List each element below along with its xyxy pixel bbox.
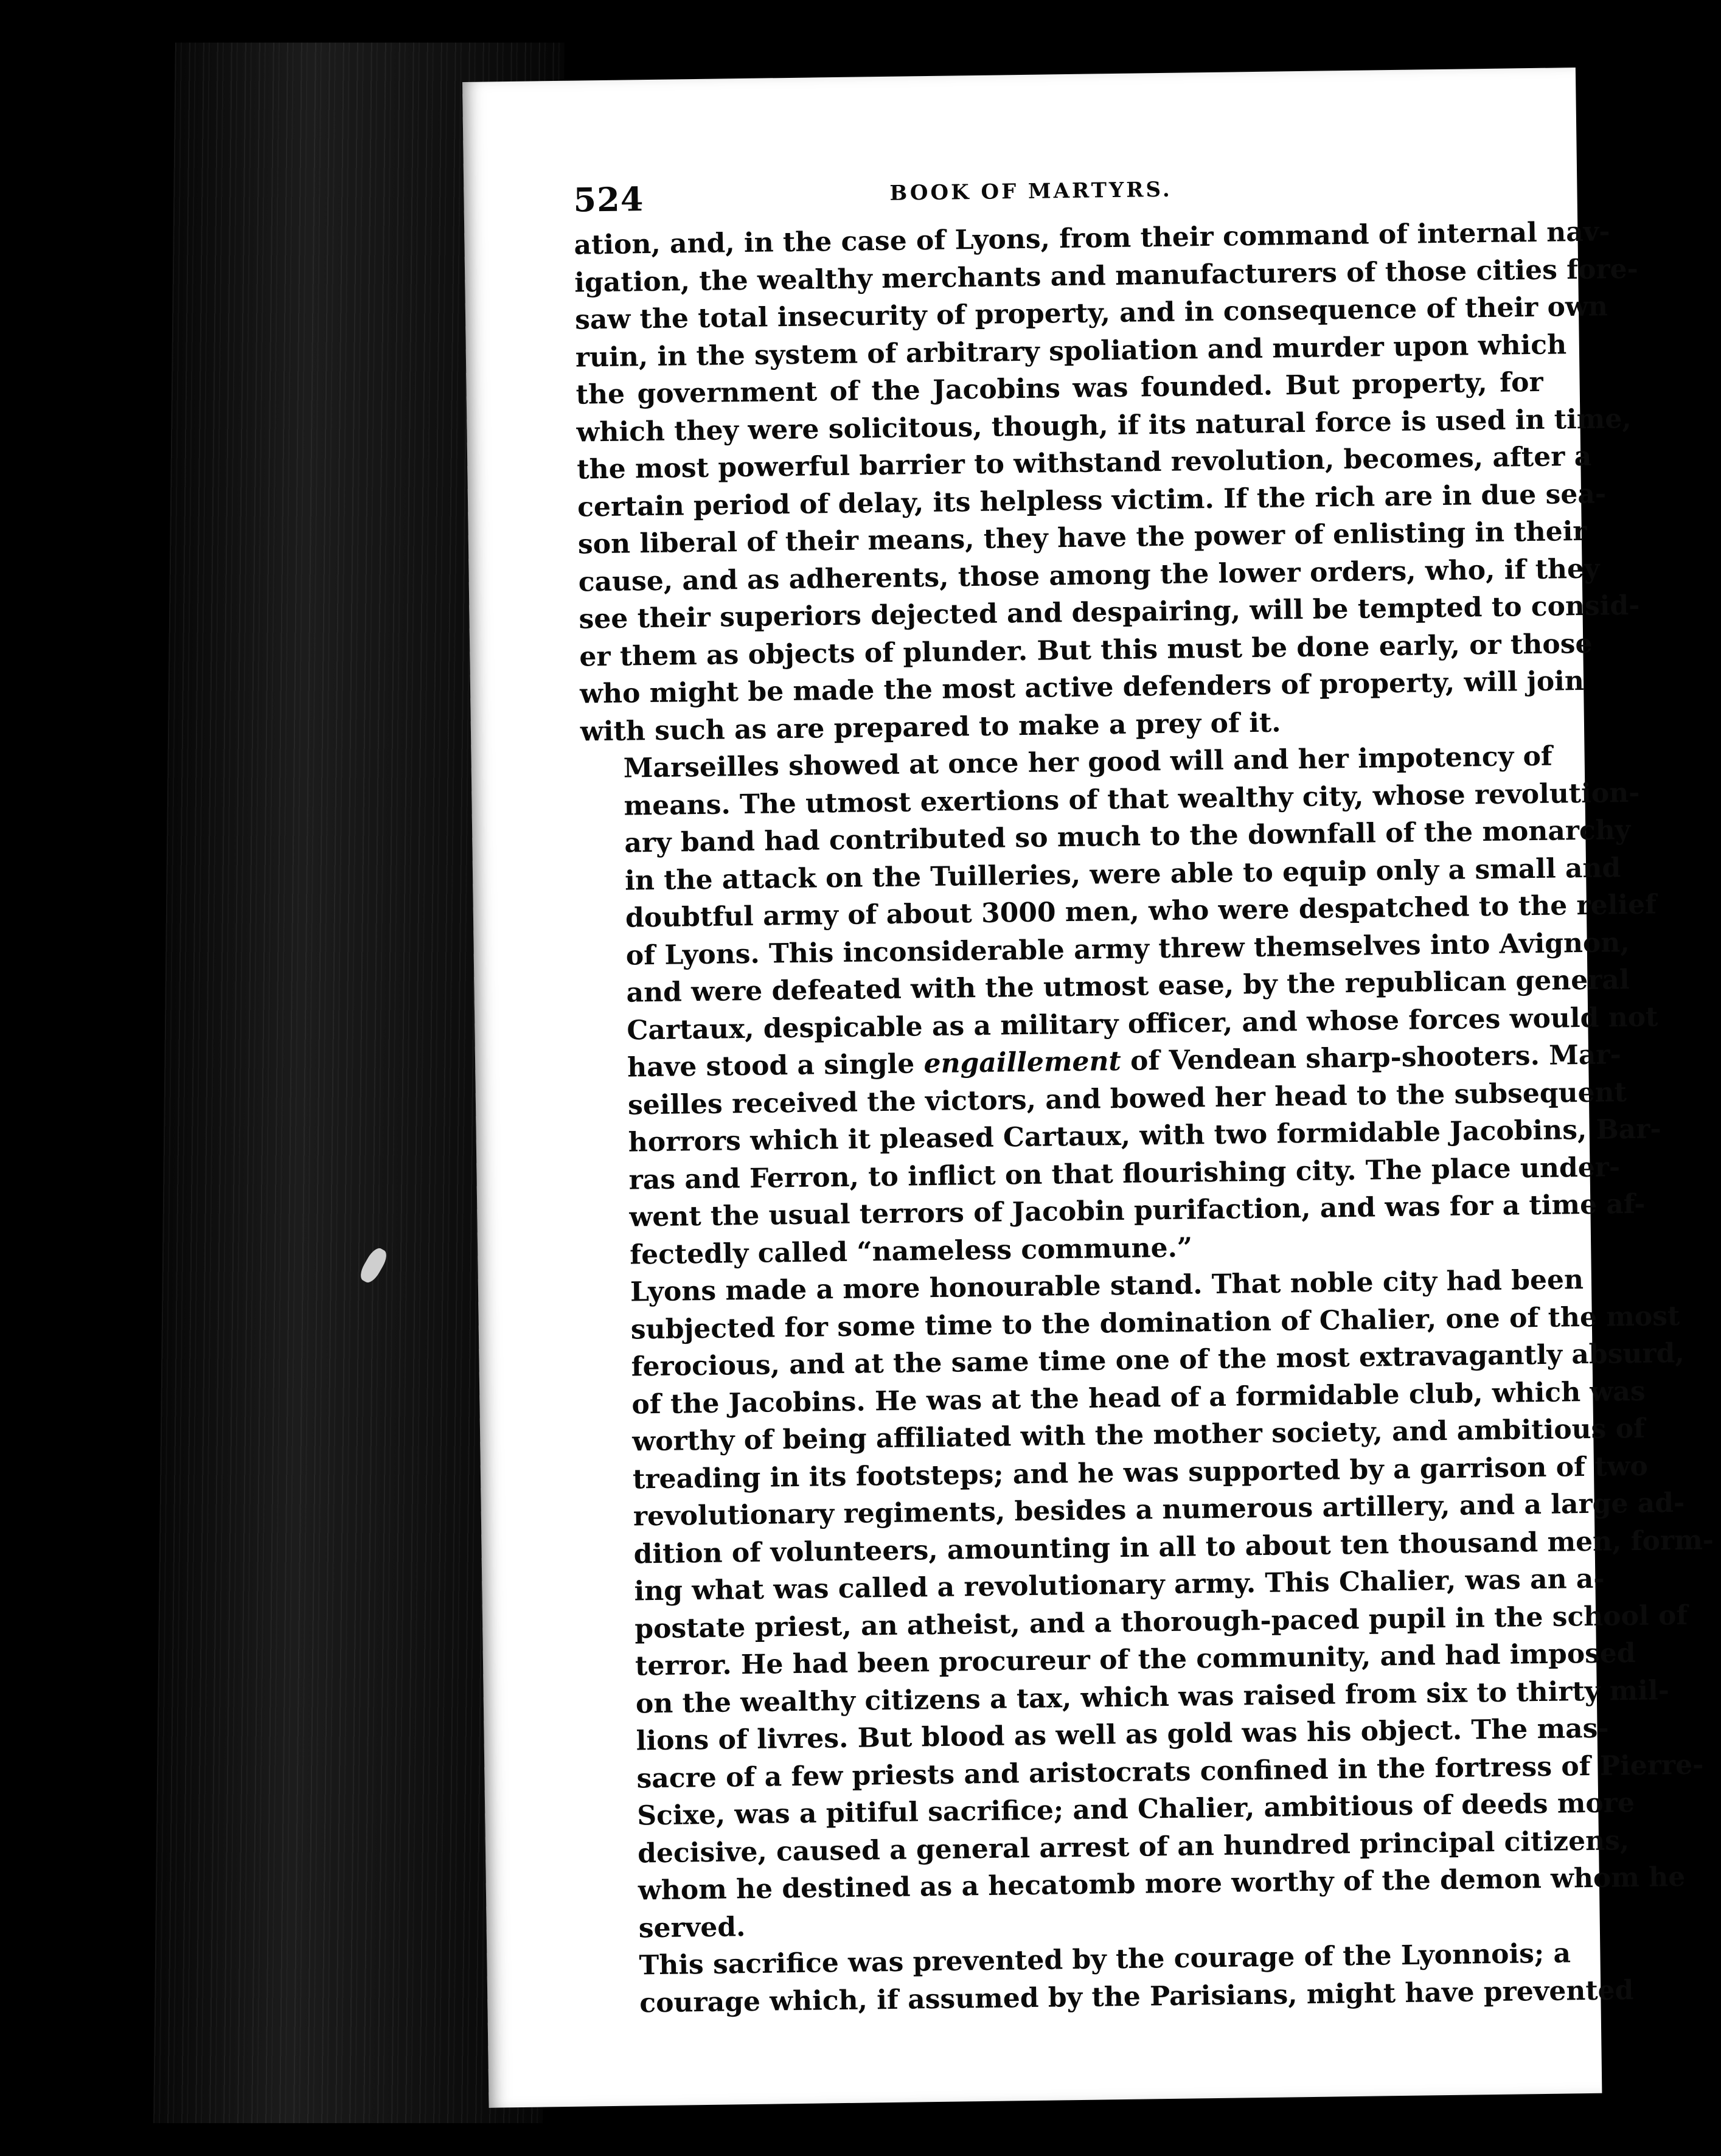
- text-line: with such as are prepared to make a prey of it.: [580, 706, 1281, 748]
- text-line: means. The utmost exertions of that wealthy city, whose revolution-: [624, 777, 1640, 822]
- text-line: which they were solicitous, though, if its natural force is used in time,: [576, 403, 1632, 448]
- text-line: who might be made the most active defenders of property, will join: [579, 665, 1585, 710]
- text-line: whom he destined as a hecatomb more worthy of the demon whom he: [638, 1861, 1686, 1907]
- paragraph: [588, 1262, 1714, 1948]
- paragraph: [580, 738, 1662, 1274]
- text-line: have stood a single engaillement of Vendean sharp-shooters. Mar-: [627, 1039, 1622, 1083]
- text-line: igation, the wealthy merchants and manufacturers of those cities fore-: [574, 253, 1639, 299]
- text-line: revolutionary regiments, besides a numerous artillery, and a large ad-: [633, 1487, 1685, 1532]
- text-line: ation, and, in the case of Lyons, from their command of internal nav-: [574, 216, 1610, 261]
- book-page: [462, 68, 1714, 2108]
- text-line: postate priest, an atheist, and a thorough-paced pupil in the school of: [634, 1599, 1688, 1645]
- text-line: Scixe, was a pitiful sacrifice; and Chalier, ambitious of deeds more: [636, 1787, 1635, 1832]
- text-line: son liberal of their means, they have the power of enlisting in their: [577, 515, 1587, 560]
- text-line: certain period of delay, its helpless victim. If the rich are in due sea-: [577, 478, 1607, 523]
- text-line: Lyons made a more honourable stand. That noble city had been: [630, 1264, 1584, 1308]
- text-line: see their superiors dejected and despairing, will be tempted to consid-: [579, 589, 1640, 635]
- text-line: ferocious, and at the same time one of the most extravagantly absurd,: [631, 1337, 1684, 1383]
- text-line: courage which, if assumed by the Parisians, might have prevented: [639, 1974, 1634, 2019]
- text-line: subjected for some time to the domination of Chalier, one of the most: [630, 1300, 1680, 1346]
- text-line: ary band had contributed so much to the downfall of the monarchy: [624, 814, 1631, 859]
- paragraph: [574, 214, 1640, 751]
- text-line: fectedly called “nameless commune.”: [629, 1231, 1193, 1271]
- text-line: seilles received the victors, and bowed her head to the subsequent: [627, 1076, 1627, 1121]
- text-line: ras and Ferron, to inflict on that flourishing city. The place under-: [628, 1151, 1621, 1196]
- text-line: horrors which it pleased Cartaux, with two formidable Jacobins, Bar-: [628, 1113, 1662, 1158]
- text-line: ing what was called a revolutionary army. This Chalier, was an a-: [634, 1563, 1605, 1607]
- text-line: This sacrifice was prevented by the courage of the Lyonnois; a: [639, 1938, 1571, 1981]
- text-line: the government of the Jacobins was founded. But property, for: [575, 366, 1543, 411]
- text-line: and were defeated with the utmost ease, by the republican general: [626, 964, 1630, 1009]
- text-line: lions of livres. But blood as well as gold was his object. The mas-: [636, 1713, 1609, 1757]
- text-line: decisive, caused a general arrest of an hundred principal citizens,: [637, 1824, 1630, 1869]
- text-line: sacre of a few priests and aristocrats confined in the fortress of Pierre-: [636, 1749, 1704, 1794]
- text-line: cause, and as adherents, those among the lower orders, who, if they: [578, 553, 1600, 598]
- text-line: dition of volunteers, amounting in all to about ten thousand men, form-: [633, 1524, 1714, 1570]
- text-line: the most powerful barrier to withstand revolution, becomes, after a: [577, 440, 1592, 485]
- text-line: ruin, in the system of arbitrary spoliation and murder upon which: [575, 329, 1567, 374]
- page-content: [573, 159, 1714, 2023]
- text-line: doubtful army of about 3000 men, who were despatched to the relief: [625, 889, 1657, 934]
- text-line: served.: [638, 1911, 746, 1944]
- italic-term: engaillement: [923, 1045, 1122, 1080]
- running-head: BOOK OF MARTYRS.: [889, 177, 1172, 206]
- paragraph: [596, 1935, 1634, 2023]
- text-line: on the wealthy citizens a tax, which was raised from six to thirty mil-: [635, 1674, 1670, 1719]
- text-line: terror. He had been procureur of the community, and had imposed: [635, 1637, 1636, 1682]
- text-line: Marseilles showed at once her good will and her impotency of: [623, 740, 1553, 784]
- text-line: er them as objects of plunder. But this must be done early, or those: [579, 628, 1593, 673]
- text-line: in the attack on the Tuilleries, were able to equip only a small and: [624, 852, 1621, 897]
- body-text: [574, 214, 1714, 2023]
- text-line: went the usual terrors of Jacobin purifaction, and was for a time af-: [629, 1188, 1646, 1233]
- text-line: worthy of being affiliated with the mother society, and ambitious of: [631, 1413, 1646, 1458]
- text-line: Cartaux, despicable as a military officer, and whose forces would not: [627, 1001, 1658, 1046]
- text-line: saw the total insecurity of property, and in consequence of their own: [574, 291, 1608, 336]
- page-number: 524: [573, 179, 644, 220]
- text-line: of Lyons. This inconsiderable army threw themselves into Avignon,: [625, 927, 1630, 972]
- text-line: of the Jacobins. He was at the head of a formidable club, which was: [631, 1375, 1646, 1421]
- text-line: treading in its footsteps; and he was supported by a garrison of two: [632, 1450, 1649, 1495]
